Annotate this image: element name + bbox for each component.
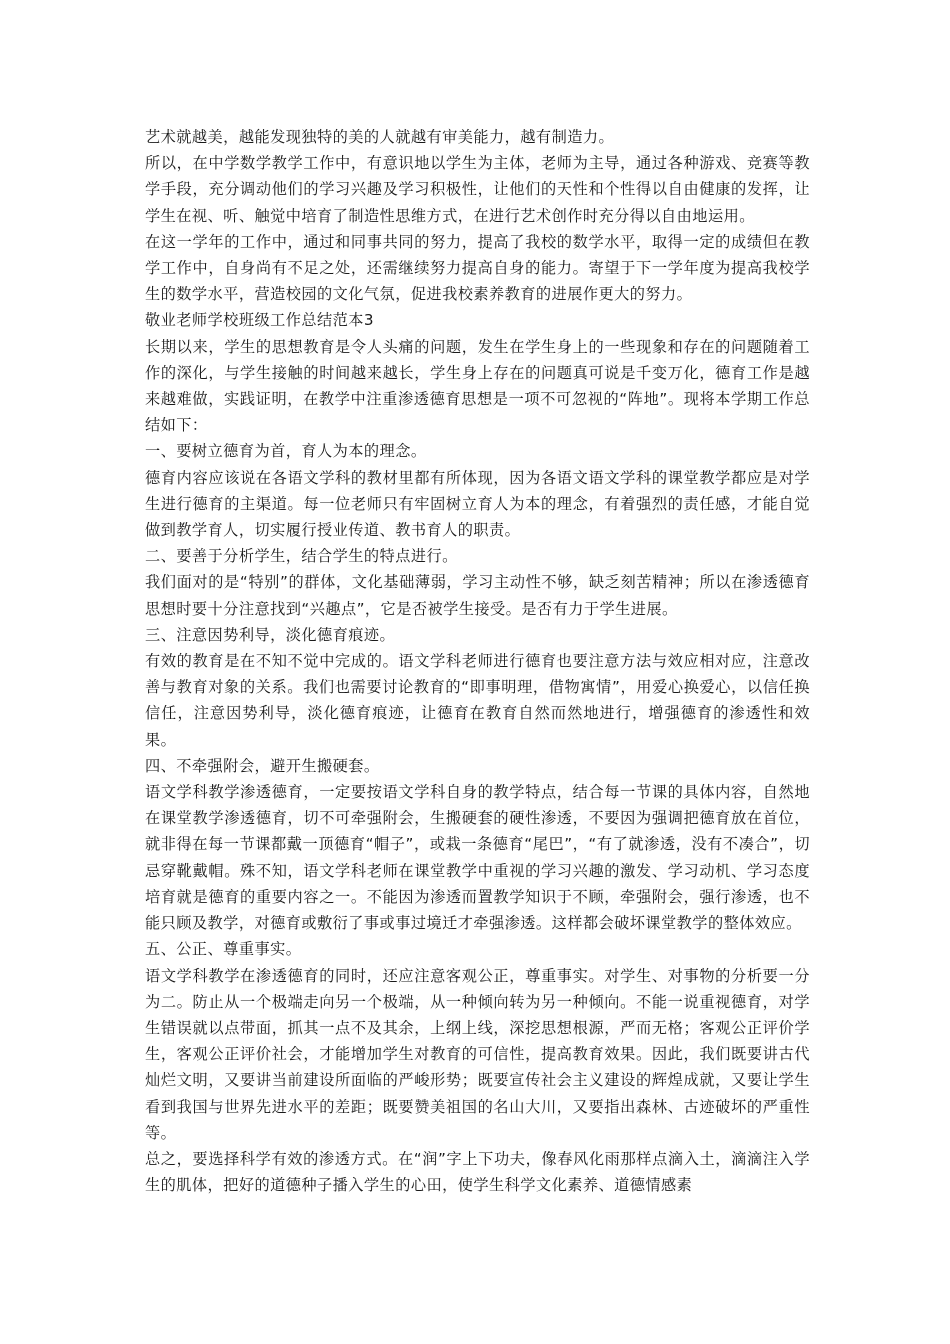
paragraph: 有效的教育是在不知不觉中完成的。语文学科老师进行德育也要注意方法与效应相对应，注意改善与教育对象的关系。我们也需要讨论教育的“即事明理，借物寓情”，用爱心换爱心，以信任换信任，注意因势利导，淡化德育痕迹，让德育在教育自然而然地进行，增强德育的渗透性和效果。	[145, 652, 810, 749]
paragraph: 总之，要选择科学有效的渗透方式。在“润”字上下功夫，像春风化雨那样点滴入土，滴滴注入学生的肌体，把好的道德种子播入学生的心田，使学生科学文化素养、道德情感素	[145, 1149, 810, 1195]
paragraph: 长期以来，学生的思想教育是令人头痛的问题，发生在学生身上的一些现象和存在的问题随着工作的深化，与学生接触的时间越来越长，学生身上存在的问题真可说是千变万化，德育工作是越来越难做，实践证明，在教学中注重渗透德育思想是一项不可忽视的“阵地”。现将本学期工作总结如下：	[145, 337, 810, 435]
paragraph: 艺术就越美，越能发现独特的美的人就越有审美能力，越有制造力。	[145, 128, 615, 146]
section-title: 敬业老师学校班级工作总结范本3	[145, 311, 375, 330]
paragraph: 语文学科教学渗透德育，一定要按语文学科自身的教学特点，结合每一节课的具体内容，自然地在课堂教学渗透德育，切不可牵强附会，生搬硬套的硬性渗透，不要因为强调把德育放在首位，就非得在每一节课都戴一顶德育“帽子”，或栽一条德育“尾巴”，“有了就渗透，没有不凑合”，切忌穿靴戴帽。殊不知，语文学科老师在课堂教学中重视的学习兴趣的激发、学习动机、学习态度培育就是德育的重要内容之一。不能因为渗透而置教学知识于不顾，牵强附会，强行渗透，也不能只顾及教学，对德育或敷衍了事或事过境迁才牵强渗透。这样都会破坏课堂教学的整体效应。	[145, 783, 810, 933]
section-heading: 一、要树立德育为首，育人为本的理念。	[145, 442, 427, 461]
section-heading: 三、注意因势利导，淡化德育痕迹。	[145, 625, 396, 644]
paragraph: 我们面对的是“特别”的群体，文化基础薄弱，学习主动性不够，缺乏刻苦精神；所以在渗透德育思想时要十分注意找到“兴趣点”，它是否被学生接受。是否有力于学生进展。	[145, 573, 810, 618]
document-body	[145, 124, 810, 1198]
section-heading: 四、不牵强附会，避开生搬硬套。	[145, 756, 380, 775]
section-heading: 二、要善于分析学生，结合学生的特点进行。	[145, 547, 458, 566]
paragraph: 在这一学年的工作中，通过和同事共同的努力，提高了我校的数学水平，取得一定的成绩但在教学工作中，自身尚有不足之处，还需继续努力提高自身的能力。寄望于下一学年度为提高我校学生的数学水平，营造校园的文化气氛，促进我校素养教育的进展作更大的努力。	[145, 232, 810, 304]
section-heading: 五、公正、尊重事实。	[145, 940, 302, 959]
paragraph: 所以，在中学数学教学工作中，有意识地以学生为主体，老师为主导，通过各种游戏、竞赛等教学手段，充分调动他们的学习兴趣及学习积极性，让他们的天性和个性得以自由健康的发挥，让学生在视、听、触觉中培育了制造性思维方式，在进行艺术创作时充分得以自由地运用。	[145, 154, 810, 225]
paragraph: 语文学科教学在渗透德育的同时，还应注意客观公正，尊重事实。对学生、对事物的分析要一分为二。防止从一个极端走向另一个极端，从一种倾向转为另一种倾向。不能一说重视德育，对学生错误就以点带面，抓其一点不及其余，上纲上线，深挖思想根源，严而无格；客观公正评价学生，客观公正评价社会，才能增加学生对教育的可信性，提高教育效果。因此，我们既要讲古代灿烂文明，又要讲当前建设所面临的严峻形势；既要宣传社会主义建设的辉煌成就，又要让学生看到我国与世界先进水平的差距；既要赞美祖国的名山大川，又要指出森林、古迹破坏的严重性等。	[145, 966, 810, 1142]
paragraph: 德育内容应该说在各语文学科的教材里都有所体现，因为各语文语文学科的课堂教学都应是对学生进行德育的主渠道。每一位老师只有牢固树立育人为本的理念，有着强烈的责任感，才能自觉做到教学育人，切实履行授业传道、教书育人的职责。	[145, 468, 810, 540]
